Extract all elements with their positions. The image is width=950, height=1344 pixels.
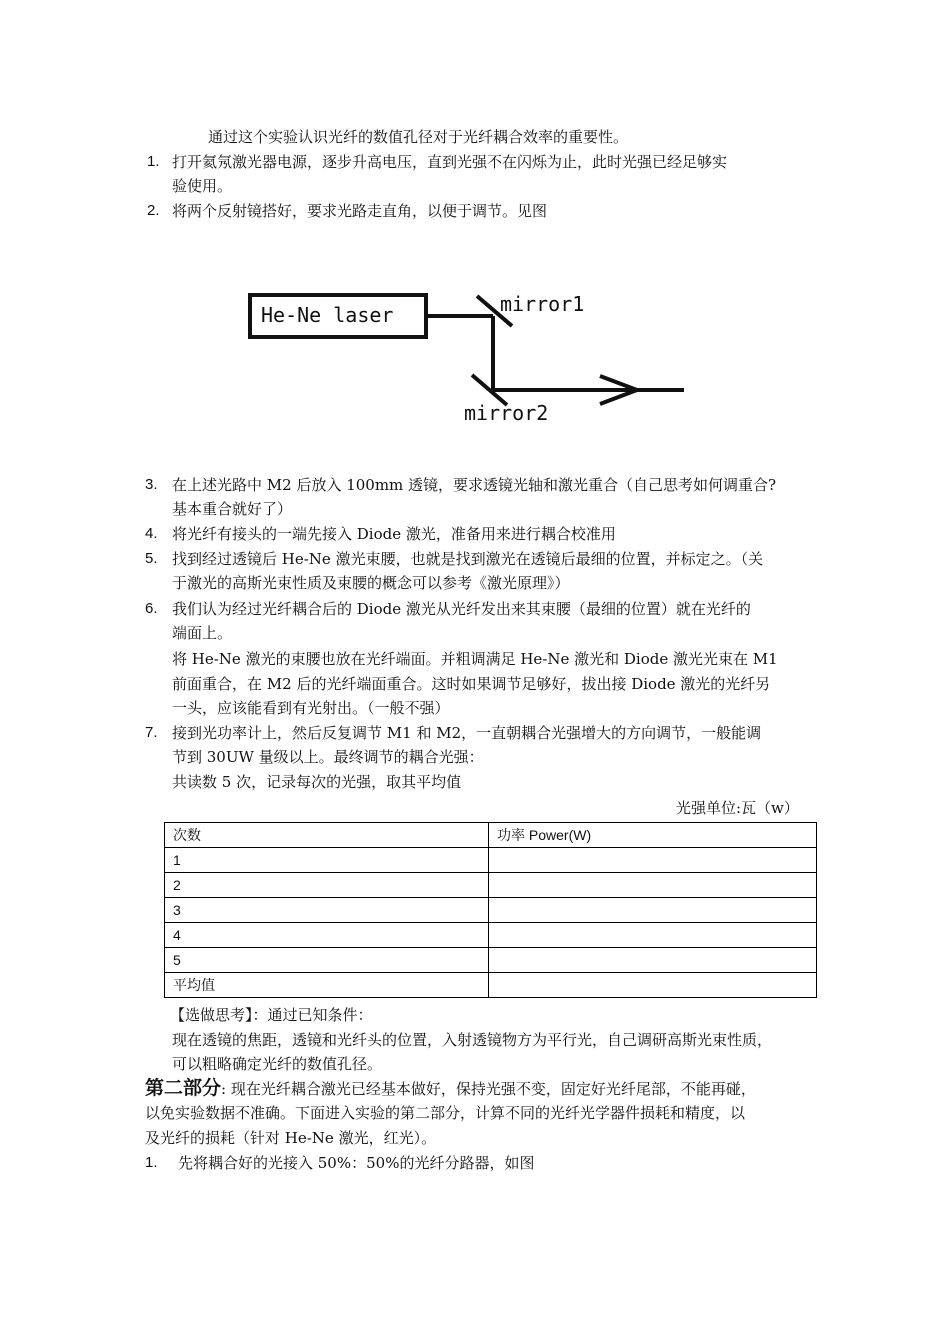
step-5-line-1: 找到经过透镜后 He-Ne 激光束腰，也就是找到激光在透镜后最细的位置，并标定之。（关 [172,550,764,568]
step-3-number: 3. [145,476,158,493]
table-cell-average-label: 平均值 [165,973,489,998]
step-1-line-1: 打开氦氖激光器电源，逐步升高电压，直到光强不在闪烁为止，此时光强已经足够实 [172,153,728,171]
table-cell-index: 1 [165,848,489,873]
step-3-line-1: 在上述光路中 M2 后放入 100mm 透镜，要求透镜光轴和激光重合（自己思考如何调重合? [172,476,777,494]
step-5-number: 5. [145,550,158,567]
table-header-count: 次数 [165,823,489,848]
part2-heading: 第二部分 [145,1077,222,1099]
intro-text: 通过这个实验认识光纤的数值孔径对于光纤耦合效率的重要性。 [208,128,629,146]
power-readings-table [164,822,817,998]
step-5-line-2: 于激光的高斯光束性质及束腰的概念可以参考《激光原理》） [172,574,570,592]
table-cell-index: 5 [165,948,489,973]
table-cell-index: 4 [165,923,489,948]
step-4-number: 4. [145,525,158,542]
table-row [165,873,817,898]
part2-line-1 [145,1077,756,1100]
step-6-line-4: 前面重合，在 M2 后的光纤端面重合。这时如果调节足够好，拔出接 Diode 激光的光纤另 [172,675,771,693]
step-6-number: 6. [145,600,158,617]
table-cell-power[interactable] [489,898,817,923]
table-row [165,923,817,948]
table-header-power: 功率 Power(W) [489,823,817,848]
optical-path-diagram [244,280,694,430]
table-cell-power[interactable] [489,923,817,948]
step-2-number: 2. [147,202,160,219]
step-2-line-1: 将两个反射镜搭好，要求光路走直角，以便于调节。见图 [172,202,548,220]
table-cell-index: 3 [165,898,489,923]
table-cell-index: 2 [165,873,489,898]
step-7-number: 7. [145,724,158,741]
table-row [165,848,817,873]
table-row [165,898,817,923]
step-6-line-1: 我们认为经过光纤耦合后的 Diode 激光从光纤发出来其束腰（最细的位置）就在光纤的 [172,600,751,618]
part2-line-2: 以免实验数据不准确。下面进入实验的第二部分，计算不同的光纤光学器件损耗和精度，以 [145,1104,746,1122]
step-7-line-1: 接到光功率计上，然后反复调节 M1 和 M2，一直朝耦合光强增大的方向调节，一般能调 [172,724,762,742]
part2-line-1-text: : 现在光纤耦合激光已经基本做好，保持光强不变，固定好光纤尾部，不能再碰， [221,1080,756,1098]
step-4-line-1: 将光纤有接头的一端先接入 Diode 激光，准备用来进行耦合校准用 [172,525,616,543]
optional-line-2: 可以粗略确定光纤的数值孔径。 [172,1055,383,1073]
part2-step-1-number: 1. [145,1154,158,1171]
step-6-line-5: 一头，应该能看到有光射出。（一般不强） [172,699,450,717]
table-row [165,948,817,973]
step-1-line-2: 验使用。 [172,177,233,195]
step-6-line-3: 将 He-Ne 激光的束腰也放在光纤端面。并粗调满足 He-Ne 激光和 Diode 激光光束在 M1 [172,650,778,668]
part2-line-3: 及光纤的损耗（针对 He-Ne 激光，红光）。 [145,1129,437,1147]
optional-line-1: 现在透镜的焦距，透镜和光纤头的位置，入射透镜物方为平行光，自己调研高斯光束性质， [172,1031,773,1049]
table-cell-power[interactable] [489,948,817,973]
unit-note: 光强单位:瓦（w） [676,799,799,817]
table-header-row [165,823,817,848]
table-row [165,973,817,998]
step-7-line-3: 共读数 5 次，记录每次的光强，取其平均值 [172,773,462,791]
table-cell-power[interactable] [489,873,817,898]
step-6-line-2: 端面上。 [172,624,233,642]
table-cell-power[interactable] [489,848,817,873]
step-7-line-2: 节到 30UW 量级以上。最终调节的耦合光强： [172,748,484,766]
step-3-line-2: 基本重合就好了） [172,500,293,518]
optional-title: 【选做思考】：通过已知条件： [170,1006,373,1024]
mirror2-label: mirror2 [464,401,549,425]
table-cell-average-value[interactable] [489,973,817,998]
laser-label: He-Ne laser [261,303,394,327]
step-1-number: 1. [147,153,160,170]
part2-step-1-text: 先将耦合好的光接入 50%：50%的光纤分路器，如图 [178,1154,535,1172]
mirror1-label: mirror1 [500,292,585,316]
